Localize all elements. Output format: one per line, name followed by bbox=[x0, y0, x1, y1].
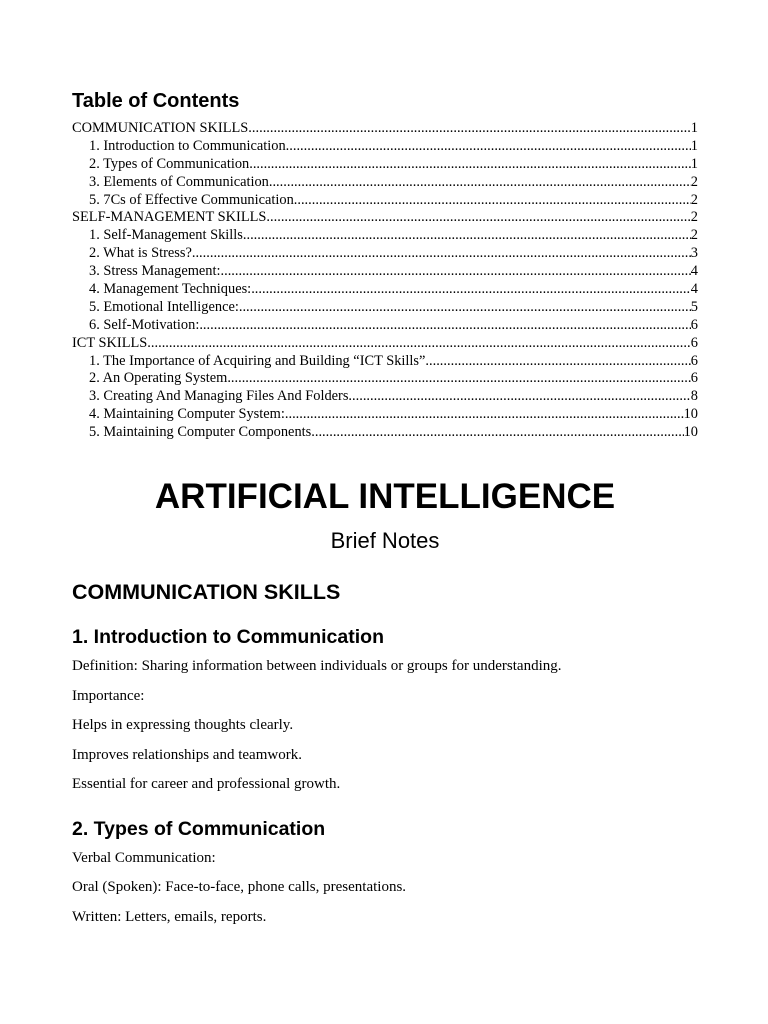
toc-leader-dots bbox=[227, 370, 690, 388]
toc-leader-dots bbox=[221, 263, 691, 281]
toc-entry-text: COMMUNICATION SKILLS bbox=[72, 120, 249, 136]
toc-entry[interactable] bbox=[72, 120, 698, 138]
toc-entry-text: 2. An Operating System bbox=[89, 370, 228, 387]
toc-entry[interactable] bbox=[72, 353, 698, 371]
toc-leader-dots bbox=[425, 353, 690, 371]
toc-entry-text: 4. Management Techniques: bbox=[89, 281, 252, 298]
section-heading: COMMUNICATION SKILLS bbox=[72, 580, 341, 604]
toc-entry-text: 2. Types of Communication bbox=[89, 155, 250, 172]
toc-page-number: 10 bbox=[683, 406, 698, 423]
toc-entry[interactable] bbox=[72, 227, 698, 245]
toc-entry-text: 5. Maintaining Computer Components bbox=[89, 424, 312, 441]
toc-leader-dots bbox=[251, 281, 691, 299]
toc-page-number: 5 bbox=[690, 298, 698, 315]
toc-leader-dots bbox=[248, 120, 691, 138]
toc-entry-text: 1. Introduction to Communication bbox=[89, 137, 286, 154]
toc-entry-text: 4. Maintaining Computer System: bbox=[89, 406, 285, 423]
toc-entry[interactable] bbox=[72, 192, 698, 210]
paragraph: Verbal Communication: bbox=[72, 850, 216, 866]
toc-entry[interactable] bbox=[72, 406, 698, 424]
toc-entry[interactable] bbox=[72, 281, 698, 299]
toc-page-number: 2 bbox=[690, 227, 698, 244]
document-subtitle: Brief Notes bbox=[330, 528, 440, 553]
toc-entry-text: 5. Emotional Intelligence: bbox=[89, 298, 239, 315]
paragraph: Written: Letters, emails, reports. bbox=[72, 909, 267, 925]
paragraph: Improves relationships and teamwork. bbox=[72, 747, 302, 763]
toc-leader-dots bbox=[286, 138, 691, 156]
paragraph: Essential for career and professional growth. bbox=[72, 776, 341, 792]
toc-page-number: 4 bbox=[690, 263, 698, 280]
toc-page-number: 1 bbox=[690, 137, 698, 154]
toc-entry[interactable] bbox=[72, 370, 698, 388]
subsection-heading: 1. Introduction to Communication bbox=[72, 626, 384, 648]
toc-entry[interactable] bbox=[72, 174, 698, 192]
toc-entry-text: 3. Creating And Managing Files And Folders bbox=[89, 388, 349, 405]
toc-page-number: 6 bbox=[690, 370, 698, 387]
toc-entry[interactable] bbox=[72, 424, 698, 442]
toc-leader-dots bbox=[243, 227, 691, 245]
toc-page-number: 1 bbox=[690, 155, 698, 172]
toc-leader-dots bbox=[199, 317, 690, 335]
toc-leader-dots bbox=[239, 299, 691, 317]
subsection-heading: 2. Types of Communication bbox=[72, 818, 326, 840]
toc-page-number: 2 bbox=[690, 209, 698, 226]
toc-entry-text: 3. Stress Management: bbox=[89, 263, 221, 280]
toc-page-number: 6 bbox=[690, 334, 698, 351]
toc-entry-text: 5. 7Cs of Effective Communication bbox=[89, 191, 294, 208]
toc-entry[interactable] bbox=[72, 299, 698, 317]
toc-page-number: 10 bbox=[683, 424, 698, 441]
toc-page-number: 1 bbox=[690, 120, 698, 136]
toc-heading: Table of Contents bbox=[72, 90, 240, 112]
toc-entry[interactable] bbox=[72, 138, 698, 156]
toc-entry[interactable] bbox=[72, 245, 698, 263]
toc-entry[interactable] bbox=[72, 209, 698, 227]
toc-leader-dots bbox=[294, 192, 691, 210]
toc-leader-dots bbox=[147, 335, 691, 353]
toc-entry-text: 3. Elements of Communication bbox=[89, 173, 269, 190]
document-title: ARTIFICIAL INTELLIGENCE bbox=[154, 477, 616, 516]
toc-leader-dots bbox=[249, 156, 691, 174]
toc-entry-text: SELF-MANAGEMENT SKILLS bbox=[72, 209, 267, 226]
toc-entry-text: ICT SKILLS bbox=[72, 334, 148, 351]
toc-entry[interactable] bbox=[72, 335, 698, 353]
toc-entry-text: 2. What is Stress? bbox=[89, 245, 192, 262]
paragraph: Oral (Spoken): Face-to-face, phone calls, presentations. bbox=[72, 879, 407, 895]
paragraph: Importance: bbox=[72, 688, 145, 704]
toc-leader-dots bbox=[269, 174, 691, 192]
toc-page-number: 2 bbox=[690, 191, 698, 208]
toc-leader-dots bbox=[285, 406, 684, 424]
toc-page-number: 8 bbox=[690, 388, 698, 405]
toc-entry[interactable] bbox=[72, 263, 698, 281]
toc-entry-text: 1. The Importance of Acquiring and Building “ICT Skills” bbox=[89, 352, 426, 369]
toc-page-number: 3 bbox=[690, 245, 698, 262]
toc-entry-text: 1. Self-Management Skills bbox=[89, 227, 243, 244]
toc-page-number: 6 bbox=[690, 316, 698, 333]
toc-leader-dots bbox=[348, 388, 690, 406]
paragraph: Helps in expressing thoughts clearly. bbox=[72, 717, 294, 733]
toc-leader-dots bbox=[266, 209, 690, 227]
paragraph: Definition: Sharing information between individuals or groups for understanding. bbox=[72, 658, 562, 674]
toc-entry[interactable] bbox=[72, 388, 698, 406]
toc-entry-text: 6. Self-Motivation: bbox=[89, 316, 200, 333]
toc-page-number: 6 bbox=[690, 352, 698, 369]
toc-leader-dots bbox=[311, 424, 683, 442]
toc-leader-dots bbox=[192, 245, 691, 263]
toc-page-number: 2 bbox=[690, 173, 698, 190]
toc-entry[interactable] bbox=[72, 317, 698, 335]
toc-entry[interactable] bbox=[72, 156, 698, 174]
toc-page-number: 4 bbox=[690, 281, 698, 298]
table-of-contents bbox=[72, 120, 698, 442]
